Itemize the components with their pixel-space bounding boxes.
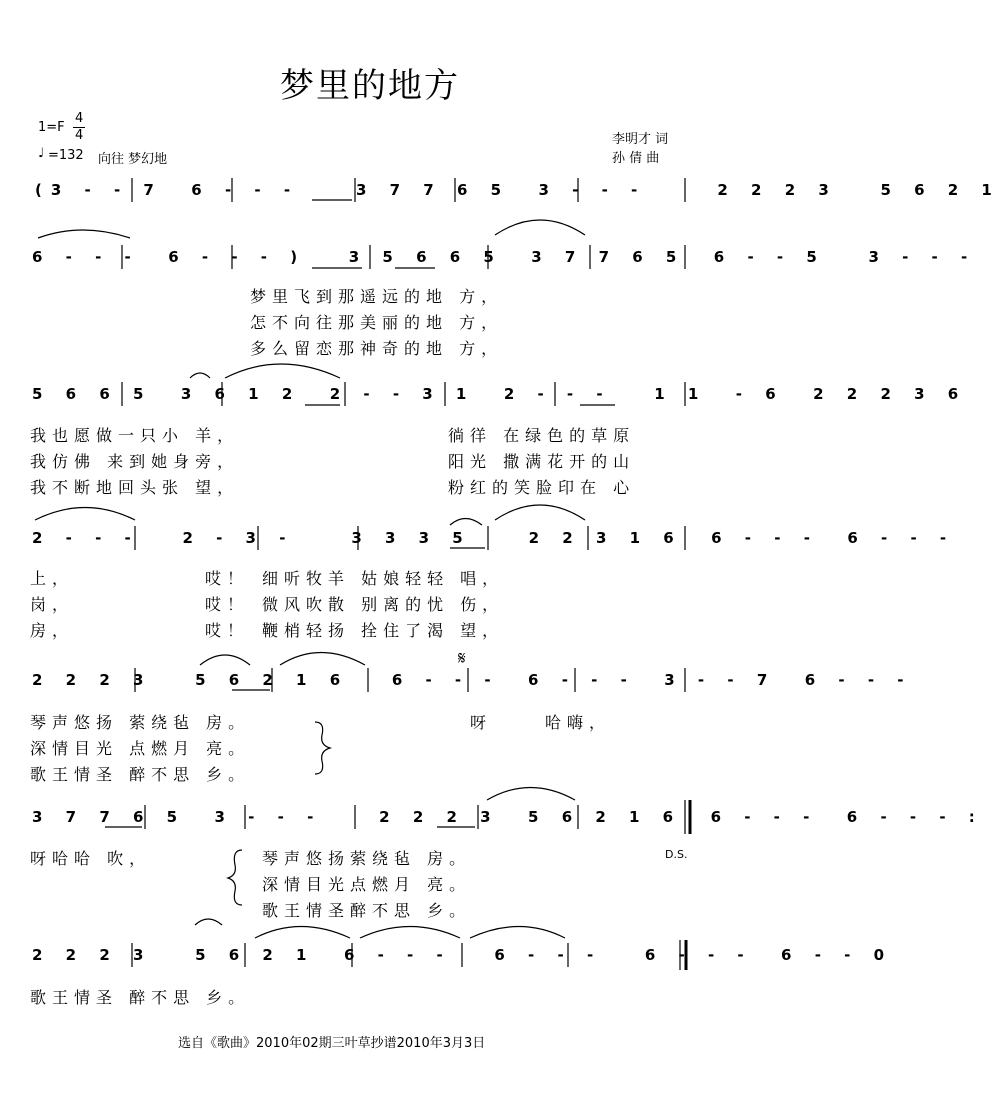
lyric-verse3-line1: 多么留恋那神奇的地 方， [250, 339, 504, 358]
lyric-verse1-line1: 梦里飞到那遥远的地 方， [250, 287, 504, 306]
lyric-r3-left-2: 我仿佛 来到她身旁， [30, 452, 240, 471]
lyric-r3-left-3: 我不断地回头张 望， [30, 478, 240, 497]
lyric-r5-b: 呀 [470, 713, 493, 732]
lyric-verse2-line1: 怎不向往那美丽的地 方， [250, 313, 504, 332]
time-signature-top: 4 [75, 111, 84, 126]
tempo: =132 [48, 148, 84, 163]
composer: 孙 倩 曲 [612, 151, 660, 166]
song-title: 梦里的地方 [280, 66, 460, 106]
lyric-r6-b2: 深情目光点燃月 亮。 [262, 875, 472, 894]
notes-row-3: 5 6 6 5 3 6 1 2 2 - - 3 1 2 - - - 1 1 - 6 2 2 2 3 6 [32, 385, 968, 403]
lyric-r3-left-1: 我也愿做一只小 羊， [30, 426, 240, 445]
lyric-r4-c2: 微风吹散 别离的忧 伤， [262, 595, 505, 614]
lyric-r4-b2: 哎！ [205, 595, 250, 614]
lyric-r6-b1: 琴声悠扬萦绕毡 房。 [262, 849, 472, 868]
lyric-r4-b3: 哎！ [205, 621, 250, 640]
notes-row-1: (3 - - 7 6 - - - 3 7 7 6 5 3 - - - 2 2 2 3 5 6 2 1 [35, 181, 1001, 199]
lyric-r3-right-1: 徜徉 在绿色的草原 [448, 426, 636, 445]
style-marking: 向往 梦幻地 [98, 152, 168, 167]
time-signature-bottom: 4 [75, 128, 84, 143]
lyric-r3-right-3: 粉红的笑脸印在 心 [448, 478, 636, 497]
lyric-r4-a1: 上， [30, 569, 75, 588]
lyric-r6-b3: 歌王情圣醉不思 乡。 [262, 901, 472, 920]
notes-row-4: 2 - - - 2 - 3 - 3 3 3 5 2 2 3 1 6 6 - - - 6 - - - [32, 529, 956, 547]
source-footer: 选自《歌曲》2010年02期三叶草抄谱2010年3月3日 [178, 1036, 486, 1051]
lyric-r4-a3: 房， [30, 621, 75, 640]
lyric-r3-right-2: 阳光 撒满花开的山 [448, 452, 636, 471]
notes-row-6: 3 7 7 6 5 3 - - - 2 2 2 3 5 6 2 1 6 6 - - - 6 - - - : [32, 808, 984, 826]
lyric-r5-a1: 琴声悠扬 萦绕毡 房。 [30, 713, 251, 732]
key-signature: 1=F [38, 120, 65, 135]
lyricist: 李明才 词 [612, 132, 669, 147]
lyric-r4-c1: 细听牧羊 姑娘轻轻 唱， [262, 569, 505, 588]
notes-row-5: 2 2 2 3 5 6 2 1 6 6 - - - 6 - - - 3 - - 7 6 - - - [32, 671, 913, 689]
lyric-r7: 歌王情圣 醉不思 乡。 [30, 988, 251, 1007]
quarter-note-icon: ♩ [38, 146, 45, 161]
notes-row-7: 2 2 2 3 5 6 2 1 6 - - - 6 - - - 6 - - - 6 - - 0 [32, 946, 894, 964]
lyric-r5-a3: 歌王情圣 醉不思 乡。 [30, 765, 251, 784]
lyric-r5-a2: 深情目光 点燃月 亮。 [30, 739, 251, 758]
lyric-r4-a2: 岗， [30, 595, 75, 614]
notes-row-2: 6 - - - 6 - - - ) 3 5 6 6 5 3 7 7 6 5 6 - - 5 3 - - - [32, 248, 977, 266]
segno-icon: 𝄋 [458, 648, 466, 669]
lyric-r4-b1: 哎！ [205, 569, 250, 588]
lyric-r5-c: 哈嗨， [545, 713, 612, 732]
lyric-r6-a: 呀哈哈 吹， [30, 849, 152, 868]
lyric-r4-c3: 鞭梢轻扬 拴住了渴 望， [262, 621, 505, 640]
ds-marking: D.S. [665, 848, 688, 861]
